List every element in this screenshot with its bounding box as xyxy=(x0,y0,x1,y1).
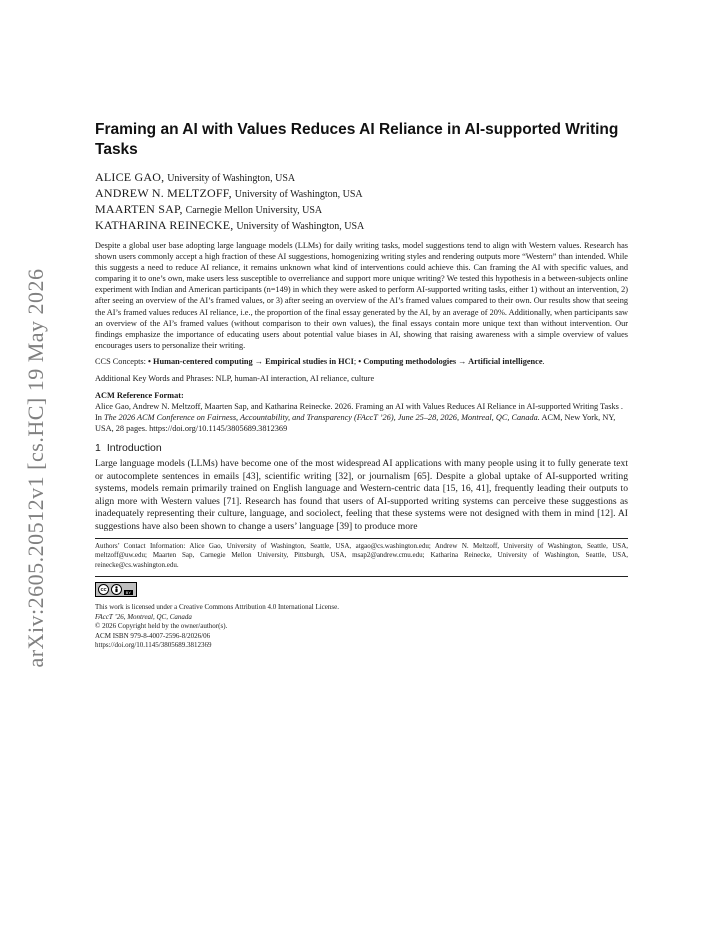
reference-text: Alice Gao, Andrew N. Meltzoff, Maarten Sap, and Katharina Reinecke. 2026. Framing an AI with Values Reduces AI Reliance in AI-supported Writing Tasks . In xyxy=(95,401,623,422)
license-block xyxy=(95,603,628,651)
paper-title: Framing an AI with Values Reduces AI Reliance in AI-supported Writing Tasks xyxy=(95,121,619,158)
reference-doi: ACM, New York, NY, USA, 28 pages. https://doi.org/10.1145/3805689.3812369 xyxy=(95,412,616,433)
keywords: Additional Key Words and Phrases: NLP, human-AI interaction, AI reliance, culture xyxy=(95,373,375,383)
copyright-line: © 2026 Copyright held by the owner/author(s). xyxy=(95,622,228,631)
ccs-separator: ; xyxy=(353,356,359,366)
cc-icon: cc xyxy=(98,584,109,595)
isbn-line: ACM ISBN 979-8-4007-2596-8/2026/06 xyxy=(95,631,211,640)
reference-format-heading: ACM Reference Format: xyxy=(95,390,184,400)
author-name: KATHARINA REINECKE, xyxy=(95,218,234,232)
reference-format xyxy=(95,401,628,434)
author-name: MAARTEN SAP, xyxy=(95,202,183,216)
by-label: BY xyxy=(125,590,131,596)
person-icon xyxy=(111,584,122,595)
author-line xyxy=(95,218,628,234)
venue-line: FAccT ’26, Montreal, QC, Canada xyxy=(95,612,192,621)
author-affiliation: University of Washington, USA xyxy=(236,221,365,232)
arxiv-identifier: arXiv:2605.20512v1 [cs.HC] 19 May 2026 xyxy=(23,268,48,668)
license-divider xyxy=(95,576,628,577)
doi-link[interactable]: https://doi.org/10.1145/3805689.3812369 xyxy=(95,641,212,650)
arxiv-sidebar xyxy=(6,258,66,678)
ccs-label: CCS Concepts: xyxy=(95,356,146,366)
ccs-concept-1: • Human-centered computing → Empirical studies in HCI xyxy=(148,356,354,366)
ccs-concept-2: • Computing methodologies → Artificial intelligence xyxy=(358,356,543,366)
author-affiliation: Carnegie Mellon University, USA xyxy=(185,205,323,216)
cc-by-badge-icon[interactable] xyxy=(95,582,137,597)
author-line xyxy=(95,186,628,202)
author-list xyxy=(95,170,628,234)
author-line xyxy=(95,202,628,218)
author-name: ANDREW N. MELTZOFF, xyxy=(95,186,232,200)
author-name: ALICE GAO, xyxy=(95,170,165,184)
reference-venue: The 2026 ACM Conference on Fairness, Accountability, and Transparency (FAccT ’26), June 25–28, 2026, Montreal, QC, Canada. xyxy=(104,412,540,422)
authors-contact-info: Authors’ Contact Information: Alice Gao, University of Washington, Seattle, USA, atgao@cs.washington.edu; Andrew N. Meltzoff, University of Washington, Seattle, USA, meltzoff@uw.edu; Maarten Sap, Carnegie Mellon University, Pittsburgh, USA, msap2@andrew.cmu.edu; Katharina Reinecke, University of Washington, Seattle, USA, reinecke@cs.washington.edu. xyxy=(95,541,628,569)
section-title: Introduction xyxy=(106,441,162,454)
license-statement: This work is licensed under a Creative Commons Attribution 4.0 International License. xyxy=(95,603,339,612)
introduction-paragraph: Large language models (LLMs) have become one of the most widespread AI applications with many people using it to fully generate text or autocomplete sentences in emails [43], scientific writing [32], or journalism [65]. Despite a global uptake of AI-supported writing systems, models remain primarily trained on English language and Western-centric data [15, 16, 41], frequently leading their outputs to align more with Western values [71]. Research has found that users of AI-supported writing systems can perceive these suggestions as inadequately representing their culture, language, and sociolect, feeling that these systems were not designed with them in mind [12]. AI suggestions have also been shown to change a users’ language [39] to produce more xyxy=(95,457,628,532)
ccs-end: . xyxy=(542,356,545,366)
footnote-divider xyxy=(95,538,628,539)
author-line xyxy=(95,170,628,186)
author-affiliation: University of Washington, USA xyxy=(234,189,363,200)
section-heading-introduction xyxy=(95,442,628,454)
section-number: 1 xyxy=(95,441,101,454)
abstract: Despite a global user base adopting large language models (LLMs) for daily writing tasks, model suggestions tend to align with Western values. Research has shown users commonly accept a high fraction of these AI suggestions, homogenizing writing styles and rendering outputs more “Western” than intended. While this suggests a need to reduce AI reliance, it remains unknown what kind of interventions could achieve this. Can framing the AI with specific values, and comparing it to one’s own, make users less susceptible to overreliance and support more unique writing? We tested this hypothesis in a between-subjects online experiment with Indian and American participants (n=149) in which they were asked to perform AI-supported writing tasks, either 1) without an intervention, 2) after seeing an overview of the AI’s framed values, or 3) after seeing an overview of the AI’s framed values compared to their own. Our results show that seeing the AI’s framed values reduces AI reliance, i.e., the proportion of the final essay generated by the AI, by an average of 20%. Additionally, when participants saw an overview of the AI’s framed values (without comparison to their own values), the final essays contain more unique text than without intervention. Our findings emphasize the importance of educating users about potential value biases in AI, showing that raising awareness with a simple overview of values encourages users to personalize their writing. xyxy=(95,241,628,350)
paper-page xyxy=(95,120,628,651)
author-affiliation: University of Washington, USA xyxy=(167,173,296,184)
ccs-concepts xyxy=(95,356,628,367)
